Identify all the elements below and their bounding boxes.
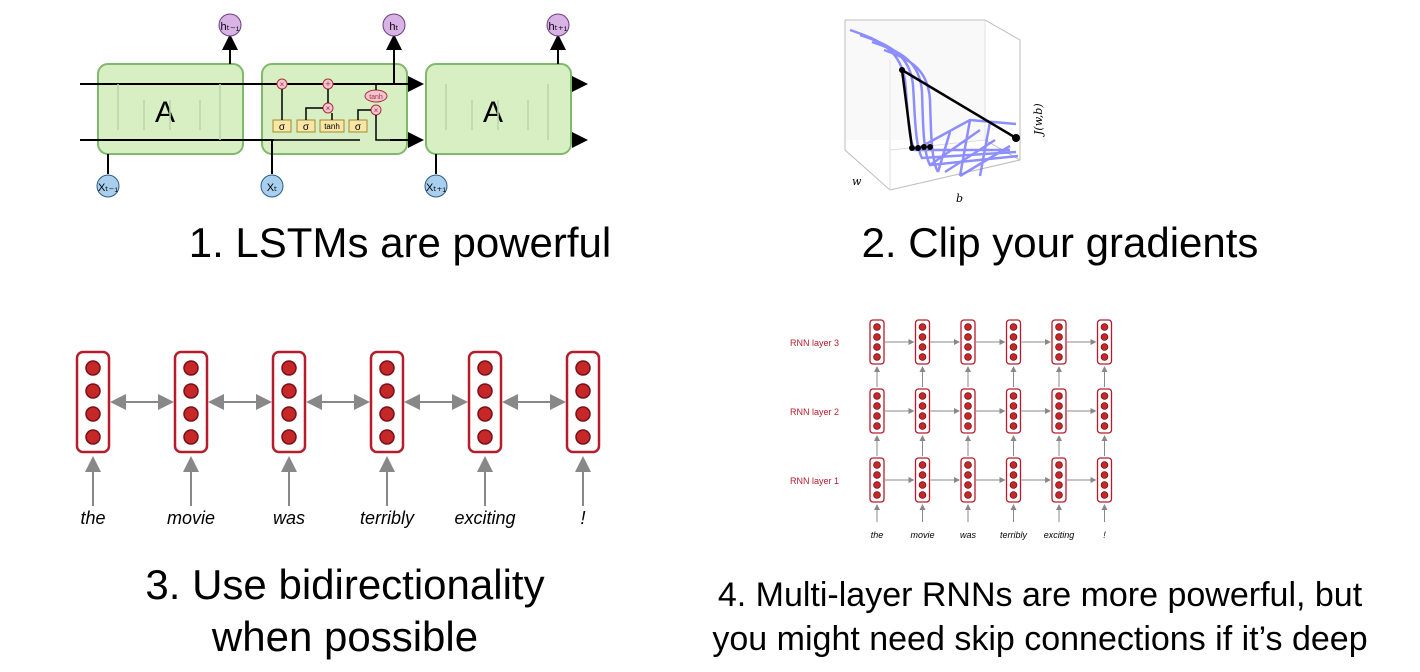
input-word: terribly <box>359 508 415 528</box>
caption-clip: 2. Clip your gradients <box>861 219 1259 266</box>
rnn-hidden-state <box>1052 320 1066 364</box>
rnn-hidden-state <box>175 352 207 452</box>
op-mult-input: × <box>325 104 331 113</box>
input-word: ! <box>1103 530 1106 540</box>
panel-bidirectional <box>70 340 630 672</box>
output-h-current: hₜ <box>389 21 399 33</box>
layer-label: RNN layer 1 <box>790 476 840 486</box>
rnn-hidden-state <box>1007 389 1021 433</box>
input-word: exciting <box>454 508 516 528</box>
gate-row <box>273 120 367 133</box>
caption-multilayer-line1: 4. Multi-layer RNNs are more powerful, but <box>717 576 1363 614</box>
rnn-hidden-state <box>961 389 975 433</box>
op-add: + <box>325 79 331 89</box>
axis-label-w: w <box>852 175 862 188</box>
rnn-hidden-state <box>567 352 599 452</box>
input-word: exciting <box>1043 530 1075 540</box>
caption-bidirectional-line2: when possible <box>211 613 479 660</box>
op-tanh: tanh <box>369 94 383 101</box>
rnn-hidden-state <box>1052 389 1066 433</box>
gate-tanh: tanh <box>324 122 340 131</box>
input-x-next: Xₜ₊₁ <box>425 182 447 194</box>
lstm-diagram <box>60 0 620 215</box>
cell-label-right: A <box>482 96 504 129</box>
rnn-hidden-state <box>1052 458 1066 502</box>
op-mult-output: × <box>373 106 379 115</box>
axis-label-j: J(w,b) <box>1032 103 1045 135</box>
axis-label-b: b <box>956 192 964 205</box>
rnn-hidden-state <box>77 352 109 452</box>
rnn-hidden-state <box>1098 389 1112 433</box>
input-word: the <box>80 508 106 528</box>
rnn-hidden-state <box>1098 458 1112 502</box>
input-word: movie <box>166 508 216 528</box>
layer-label: RNN layer 3 <box>790 338 840 348</box>
input-x-prev: Xₜ₋₁ <box>97 182 119 194</box>
gate-output: σ <box>354 122 362 133</box>
rnn-hidden-state <box>870 389 884 433</box>
caption-lstm: 1. LSTMs are powerful <box>188 219 612 266</box>
rnn-hidden-state <box>916 458 930 502</box>
gate-input: σ <box>302 122 310 133</box>
panel-clip <box>820 0 1280 290</box>
rnn-hidden-state <box>1098 320 1112 364</box>
caption-bidirectional-line1: 3. Use bidirectionality <box>145 561 545 608</box>
input-word: the <box>870 530 884 540</box>
input-word: terribly <box>999 530 1028 540</box>
caption-multilayer-line2: you might need skip connections if it’s deep <box>712 620 1368 658</box>
gate-forget: σ <box>278 122 286 133</box>
input-word: ! <box>580 508 586 528</box>
rnn-hidden-state <box>870 458 884 502</box>
rnn-hidden-state <box>1007 320 1021 364</box>
rnn-hidden-state <box>273 352 305 452</box>
panel-lstm <box>60 0 620 290</box>
rnn-hidden-state <box>870 320 884 364</box>
rnn-hidden-state <box>916 320 930 364</box>
rnn-hidden-state <box>961 458 975 502</box>
rnn-hidden-state <box>1007 458 1021 502</box>
input-x-current: Xₜ <box>266 182 278 194</box>
input-word: was <box>959 530 977 540</box>
output-h-next: hₜ₊₁ <box>548 21 568 33</box>
output-h-prev: hₜ₋₁ <box>220 21 240 33</box>
loss-surface-plot <box>820 0 1080 215</box>
panel-multilayer <box>780 310 1340 550</box>
rnn-hidden-state <box>961 320 975 364</box>
input-word: movie <box>910 530 935 540</box>
bidirectional-diagram <box>70 340 630 535</box>
input-word: was <box>272 508 306 528</box>
op-mult-forget: × <box>279 80 285 89</box>
cell-label-left: A <box>154 96 176 129</box>
rnn-hidden-state <box>469 352 501 452</box>
layer-label: RNN layer 2 <box>790 407 840 417</box>
multilayer-diagram <box>780 310 1340 550</box>
rnn-hidden-state <box>916 389 930 433</box>
rnn-hidden-state <box>371 352 403 452</box>
